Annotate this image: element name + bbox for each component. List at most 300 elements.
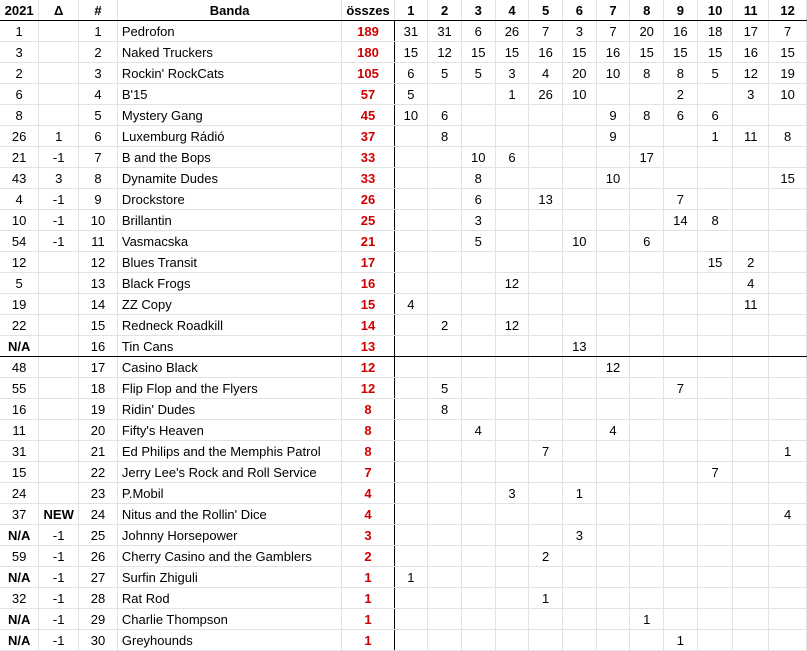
prev-year-cell[interactable]: 4 (0, 189, 39, 210)
month-cell[interactable]: 12 (596, 357, 630, 378)
month-cell[interactable]: 10 (769, 84, 807, 105)
rank-cell[interactable]: 14 (79, 294, 118, 315)
band-name-cell[interactable]: Drockstore (117, 189, 342, 210)
month-cell[interactable] (495, 357, 529, 378)
month-cell[interactable] (630, 504, 664, 525)
delta-cell[interactable]: -1 (39, 231, 79, 252)
month-cell[interactable] (697, 399, 733, 420)
prev-year-cell[interactable]: N/A (0, 525, 39, 546)
delta-cell[interactable] (39, 252, 79, 273)
delta-cell[interactable] (39, 336, 79, 357)
delta-cell[interactable] (39, 462, 79, 483)
month-cell[interactable]: 7 (529, 441, 563, 462)
month-cell[interactable] (461, 126, 495, 147)
month-cell[interactable] (733, 315, 769, 336)
band-name-cell[interactable]: Flip Flop and the Flyers (117, 378, 342, 399)
month-cell[interactable] (428, 357, 462, 378)
band-name-cell[interactable]: Casino Black (117, 357, 342, 378)
month-cell[interactable]: 3 (733, 84, 769, 105)
prev-year-cell[interactable]: 11 (0, 420, 39, 441)
delta-cell[interactable]: NEW (39, 504, 79, 525)
month-cell[interactable] (529, 525, 563, 546)
month-cell[interactable] (529, 609, 563, 630)
month-cell[interactable] (562, 399, 596, 420)
delta-cell[interactable] (39, 357, 79, 378)
prev-year-cell[interactable]: 48 (0, 357, 39, 378)
month-cell[interactable] (428, 210, 462, 231)
month-cell[interactable]: 12 (428, 42, 462, 63)
month-cell[interactable] (664, 546, 698, 567)
month-cell[interactable]: 8 (664, 63, 698, 84)
month-cell[interactable]: 1 (697, 126, 733, 147)
month-cell[interactable] (428, 147, 462, 168)
prev-year-cell[interactable]: 55 (0, 378, 39, 399)
month-cell[interactable] (769, 420, 807, 441)
rank-cell[interactable]: 11 (79, 231, 118, 252)
header-month-5[interactable]: 5 (529, 0, 563, 21)
month-cell[interactable] (733, 441, 769, 462)
rank-cell[interactable]: 5 (79, 105, 118, 126)
header-delta[interactable]: Δ (39, 0, 79, 21)
month-cell[interactable] (394, 525, 428, 546)
month-cell[interactable] (428, 483, 462, 504)
band-name-cell[interactable]: Mystery Gang (117, 105, 342, 126)
month-cell[interactable] (733, 378, 769, 399)
month-cell[interactable]: 8 (769, 126, 807, 147)
header-month-4[interactable]: 4 (495, 0, 529, 21)
month-cell[interactable] (495, 378, 529, 399)
month-cell[interactable] (697, 588, 733, 609)
month-cell[interactable]: 4 (733, 273, 769, 294)
table-row[interactable] (0, 252, 807, 273)
month-cell[interactable] (428, 546, 462, 567)
month-cell[interactable]: 4 (461, 420, 495, 441)
month-cell[interactable] (394, 336, 428, 357)
band-name-cell[interactable]: Tin Cans (117, 336, 342, 357)
month-cell[interactable] (428, 609, 462, 630)
delta-cell[interactable]: 1 (39, 126, 79, 147)
total-cell[interactable]: 189 (342, 21, 394, 42)
table-row[interactable] (0, 84, 807, 105)
band-name-cell[interactable]: Blues Transit (117, 252, 342, 273)
month-cell[interactable] (664, 483, 698, 504)
month-cell[interactable] (697, 546, 733, 567)
month-cell[interactable]: 7 (664, 189, 698, 210)
month-cell[interactable] (733, 210, 769, 231)
month-cell[interactable]: 10 (461, 147, 495, 168)
month-cell[interactable] (562, 609, 596, 630)
month-cell[interactable] (769, 105, 807, 126)
month-cell[interactable] (562, 420, 596, 441)
band-name-cell[interactable]: P.Mobil (117, 483, 342, 504)
total-cell[interactable]: 33 (342, 168, 394, 189)
month-cell[interactable] (733, 189, 769, 210)
month-cell[interactable] (461, 462, 495, 483)
month-cell[interactable]: 31 (428, 21, 462, 42)
month-cell[interactable]: 1 (562, 483, 596, 504)
month-cell[interactable] (529, 504, 563, 525)
delta-cell[interactable] (39, 84, 79, 105)
rank-cell[interactable]: 7 (79, 147, 118, 168)
month-cell[interactable] (562, 588, 596, 609)
month-cell[interactable] (733, 147, 769, 168)
month-cell[interactable] (733, 357, 769, 378)
month-cell[interactable]: 4 (394, 294, 428, 315)
month-cell[interactable]: 5 (697, 63, 733, 84)
month-cell[interactable] (697, 441, 733, 462)
month-cell[interactable] (630, 315, 664, 336)
header-month-7[interactable]: 7 (596, 0, 630, 21)
band-name-cell[interactable]: Brillantin (117, 210, 342, 231)
month-cell[interactable] (394, 441, 428, 462)
delta-cell[interactable] (39, 378, 79, 399)
month-cell[interactable] (495, 294, 529, 315)
prev-year-cell[interactable]: 43 (0, 168, 39, 189)
band-name-cell[interactable]: Johnny Horsepower (117, 525, 342, 546)
prev-year-cell[interactable]: 6 (0, 84, 39, 105)
month-cell[interactable]: 6 (697, 105, 733, 126)
prev-year-cell[interactable]: 54 (0, 231, 39, 252)
month-cell[interactable] (495, 420, 529, 441)
prev-year-cell[interactable]: N/A (0, 336, 39, 357)
month-cell[interactable] (562, 546, 596, 567)
month-cell[interactable]: 9 (596, 126, 630, 147)
month-cell[interactable] (697, 273, 733, 294)
month-cell[interactable]: 7 (529, 21, 563, 42)
table-row[interactable] (0, 441, 807, 462)
month-cell[interactable] (529, 294, 563, 315)
month-cell[interactable] (664, 252, 698, 273)
month-cell[interactable] (394, 210, 428, 231)
table-row[interactable] (0, 126, 807, 147)
month-cell[interactable] (562, 147, 596, 168)
rank-cell[interactable]: 4 (79, 84, 118, 105)
month-cell[interactable] (428, 630, 462, 651)
month-cell[interactable] (562, 567, 596, 588)
month-cell[interactable] (596, 546, 630, 567)
rank-cell[interactable]: 22 (79, 462, 118, 483)
prev-year-cell[interactable]: 8 (0, 105, 39, 126)
month-cell[interactable] (394, 399, 428, 420)
month-cell[interactable]: 15 (769, 168, 807, 189)
total-cell[interactable]: 2 (342, 546, 394, 567)
month-cell[interactable] (495, 399, 529, 420)
month-cell[interactable] (664, 147, 698, 168)
total-cell[interactable]: 12 (342, 357, 394, 378)
month-cell[interactable] (461, 399, 495, 420)
month-cell[interactable]: 15 (461, 42, 495, 63)
month-cell[interactable]: 3 (495, 63, 529, 84)
month-cell[interactable] (697, 609, 733, 630)
month-cell[interactable] (495, 231, 529, 252)
month-cell[interactable] (461, 294, 495, 315)
month-cell[interactable] (769, 462, 807, 483)
month-cell[interactable]: 15 (562, 42, 596, 63)
delta-cell[interactable] (39, 420, 79, 441)
month-cell[interactable] (596, 567, 630, 588)
month-cell[interactable] (461, 273, 495, 294)
rank-cell[interactable]: 24 (79, 504, 118, 525)
prev-year-cell[interactable]: 32 (0, 588, 39, 609)
month-cell[interactable] (461, 252, 495, 273)
month-cell[interactable] (428, 504, 462, 525)
delta-cell[interactable]: -1 (39, 525, 79, 546)
month-cell[interactable] (529, 252, 563, 273)
prev-year-cell[interactable]: N/A (0, 567, 39, 588)
prev-year-cell[interactable]: 5 (0, 273, 39, 294)
month-cell[interactable] (461, 357, 495, 378)
total-cell[interactable]: 1 (342, 567, 394, 588)
rank-cell[interactable]: 8 (79, 168, 118, 189)
band-name-cell[interactable]: Rockin' RockCats (117, 63, 342, 84)
month-cell[interactable]: 5 (461, 63, 495, 84)
month-cell[interactable] (769, 336, 807, 357)
table-row[interactable] (0, 609, 807, 630)
header-total[interactable]: összes (342, 0, 394, 21)
month-cell[interactable] (562, 504, 596, 525)
month-cell[interactable] (596, 609, 630, 630)
month-cell[interactable] (428, 231, 462, 252)
month-cell[interactable]: 5 (428, 378, 462, 399)
month-cell[interactable] (495, 105, 529, 126)
table-row[interactable] (0, 210, 807, 231)
prev-year-cell[interactable]: 59 (0, 546, 39, 567)
total-cell[interactable]: 25 (342, 210, 394, 231)
table-row[interactable] (0, 630, 807, 651)
month-cell[interactable] (562, 189, 596, 210)
month-cell[interactable]: 16 (529, 42, 563, 63)
month-cell[interactable]: 6 (461, 21, 495, 42)
month-cell[interactable] (495, 609, 529, 630)
month-cell[interactable]: 3 (562, 21, 596, 42)
rank-cell[interactable]: 13 (79, 273, 118, 294)
month-cell[interactable] (529, 336, 563, 357)
rank-cell[interactable]: 10 (79, 210, 118, 231)
total-cell[interactable]: 3 (342, 525, 394, 546)
total-cell[interactable]: 4 (342, 483, 394, 504)
delta-cell[interactable] (39, 42, 79, 63)
month-cell[interactable] (562, 630, 596, 651)
rank-cell[interactable]: 20 (79, 420, 118, 441)
table-row[interactable] (0, 105, 807, 126)
total-cell[interactable]: 15 (342, 294, 394, 315)
month-cell[interactable] (733, 462, 769, 483)
rank-cell[interactable]: 28 (79, 588, 118, 609)
prev-year-cell[interactable]: N/A (0, 609, 39, 630)
month-cell[interactable]: 10 (562, 231, 596, 252)
month-cell[interactable]: 3 (461, 210, 495, 231)
month-cell[interactable]: 1 (664, 630, 698, 651)
month-cell[interactable] (769, 609, 807, 630)
band-name-cell[interactable]: Greyhounds (117, 630, 342, 651)
month-cell[interactable] (630, 210, 664, 231)
month-cell[interactable] (769, 567, 807, 588)
total-cell[interactable]: 14 (342, 315, 394, 336)
total-cell[interactable]: 4 (342, 504, 394, 525)
month-cell[interactable] (461, 525, 495, 546)
month-cell[interactable]: 16 (733, 42, 769, 63)
month-cell[interactable]: 8 (630, 105, 664, 126)
header-rank[interactable]: # (79, 0, 118, 21)
month-cell[interactable] (664, 168, 698, 189)
month-cell[interactable] (461, 105, 495, 126)
month-cell[interactable] (697, 378, 733, 399)
total-cell[interactable]: 1 (342, 630, 394, 651)
header-month-6[interactable]: 6 (562, 0, 596, 21)
delta-cell[interactable] (39, 483, 79, 504)
month-cell[interactable] (428, 525, 462, 546)
month-cell[interactable] (394, 462, 428, 483)
total-cell[interactable]: 33 (342, 147, 394, 168)
month-cell[interactable] (529, 420, 563, 441)
month-cell[interactable]: 6 (495, 147, 529, 168)
month-cell[interactable] (596, 504, 630, 525)
month-cell[interactable] (428, 84, 462, 105)
month-cell[interactable] (495, 189, 529, 210)
month-cell[interactable]: 1 (529, 588, 563, 609)
table-row[interactable] (0, 399, 807, 420)
month-cell[interactable] (495, 525, 529, 546)
month-cell[interactable] (562, 357, 596, 378)
month-cell[interactable] (630, 588, 664, 609)
month-cell[interactable] (428, 462, 462, 483)
prev-year-cell[interactable]: 3 (0, 42, 39, 63)
month-cell[interactable] (562, 273, 596, 294)
month-cell[interactable] (529, 399, 563, 420)
band-name-cell[interactable]: B and the Bops (117, 147, 342, 168)
month-cell[interactable] (529, 147, 563, 168)
month-cell[interactable]: 17 (733, 21, 769, 42)
month-cell[interactable] (394, 504, 428, 525)
rank-cell[interactable]: 25 (79, 525, 118, 546)
table-row[interactable] (0, 231, 807, 252)
month-cell[interactable] (733, 546, 769, 567)
header-month-3[interactable]: 3 (461, 0, 495, 21)
month-cell[interactable]: 19 (769, 63, 807, 84)
month-cell[interactable] (461, 441, 495, 462)
month-cell[interactable] (529, 315, 563, 336)
month-cell[interactable] (428, 273, 462, 294)
month-cell[interactable] (562, 315, 596, 336)
month-cell[interactable] (394, 378, 428, 399)
month-cell[interactable] (529, 105, 563, 126)
prev-year-cell[interactable]: 26 (0, 126, 39, 147)
table-row[interactable] (0, 273, 807, 294)
month-cell[interactable] (769, 252, 807, 273)
month-cell[interactable] (664, 336, 698, 357)
month-cell[interactable] (529, 378, 563, 399)
prev-year-cell[interactable]: 19 (0, 294, 39, 315)
month-cell[interactable] (596, 252, 630, 273)
table-row[interactable] (0, 21, 807, 42)
month-cell[interactable] (664, 294, 698, 315)
month-cell[interactable]: 2 (733, 252, 769, 273)
month-cell[interactable] (697, 525, 733, 546)
table-row[interactable] (0, 294, 807, 315)
rank-cell[interactable]: 27 (79, 567, 118, 588)
month-cell[interactable] (697, 483, 733, 504)
month-cell[interactable] (428, 189, 462, 210)
delta-cell[interactable] (39, 63, 79, 84)
delta-cell[interactable]: -1 (39, 567, 79, 588)
month-cell[interactable] (769, 630, 807, 651)
table-row[interactable] (0, 462, 807, 483)
prev-year-cell[interactable]: 24 (0, 483, 39, 504)
band-name-cell[interactable]: Ridin' Dudes (117, 399, 342, 420)
rank-cell[interactable]: 1 (79, 21, 118, 42)
total-cell[interactable]: 8 (342, 399, 394, 420)
month-cell[interactable] (562, 210, 596, 231)
total-cell[interactable]: 16 (342, 273, 394, 294)
header-month-12[interactable]: 12 (769, 0, 807, 21)
prev-year-cell[interactable]: 2 (0, 63, 39, 84)
month-cell[interactable]: 6 (630, 231, 664, 252)
delta-cell[interactable] (39, 21, 79, 42)
month-cell[interactable] (461, 609, 495, 630)
month-cell[interactable] (769, 315, 807, 336)
month-cell[interactable] (562, 252, 596, 273)
month-cell[interactable] (529, 483, 563, 504)
month-cell[interactable] (428, 294, 462, 315)
month-cell[interactable] (733, 609, 769, 630)
month-cell[interactable]: 15 (630, 42, 664, 63)
month-cell[interactable]: 15 (664, 42, 698, 63)
month-cell[interactable] (461, 546, 495, 567)
month-cell[interactable]: 31 (394, 21, 428, 42)
month-cell[interactable] (769, 231, 807, 252)
prev-year-cell[interactable]: 10 (0, 210, 39, 231)
band-name-cell[interactable]: ZZ Copy (117, 294, 342, 315)
month-cell[interactable] (596, 483, 630, 504)
rank-cell[interactable]: 29 (79, 609, 118, 630)
month-cell[interactable] (630, 189, 664, 210)
month-cell[interactable]: 5 (461, 231, 495, 252)
month-cell[interactable] (664, 126, 698, 147)
month-cell[interactable] (394, 483, 428, 504)
month-cell[interactable]: 4 (596, 420, 630, 441)
month-cell[interactable]: 2 (664, 84, 698, 105)
month-cell[interactable] (529, 567, 563, 588)
month-cell[interactable] (428, 336, 462, 357)
total-cell[interactable]: 8 (342, 420, 394, 441)
month-cell[interactable]: 6 (664, 105, 698, 126)
month-cell[interactable] (394, 315, 428, 336)
month-cell[interactable] (529, 357, 563, 378)
band-name-cell[interactable]: Cherry Casino and the Gamblers (117, 546, 342, 567)
month-cell[interactable] (733, 588, 769, 609)
month-cell[interactable] (596, 441, 630, 462)
month-cell[interactable] (596, 315, 630, 336)
prev-year-cell[interactable]: N/A (0, 630, 39, 651)
month-cell[interactable]: 7 (664, 378, 698, 399)
delta-cell[interactable]: -1 (39, 546, 79, 567)
month-cell[interactable] (461, 378, 495, 399)
month-cell[interactable] (495, 168, 529, 189)
month-cell[interactable] (733, 399, 769, 420)
delta-cell[interactable] (39, 315, 79, 336)
rank-cell[interactable]: 16 (79, 336, 118, 357)
band-name-cell[interactable]: Vasmacska (117, 231, 342, 252)
rank-cell[interactable]: 30 (79, 630, 118, 651)
month-cell[interactable] (562, 378, 596, 399)
total-cell[interactable]: 12 (342, 378, 394, 399)
month-cell[interactable] (733, 420, 769, 441)
month-cell[interactable] (596, 147, 630, 168)
month-cell[interactable] (697, 336, 733, 357)
month-cell[interactable] (664, 462, 698, 483)
delta-cell[interactable]: -1 (39, 630, 79, 651)
month-cell[interactable] (733, 105, 769, 126)
